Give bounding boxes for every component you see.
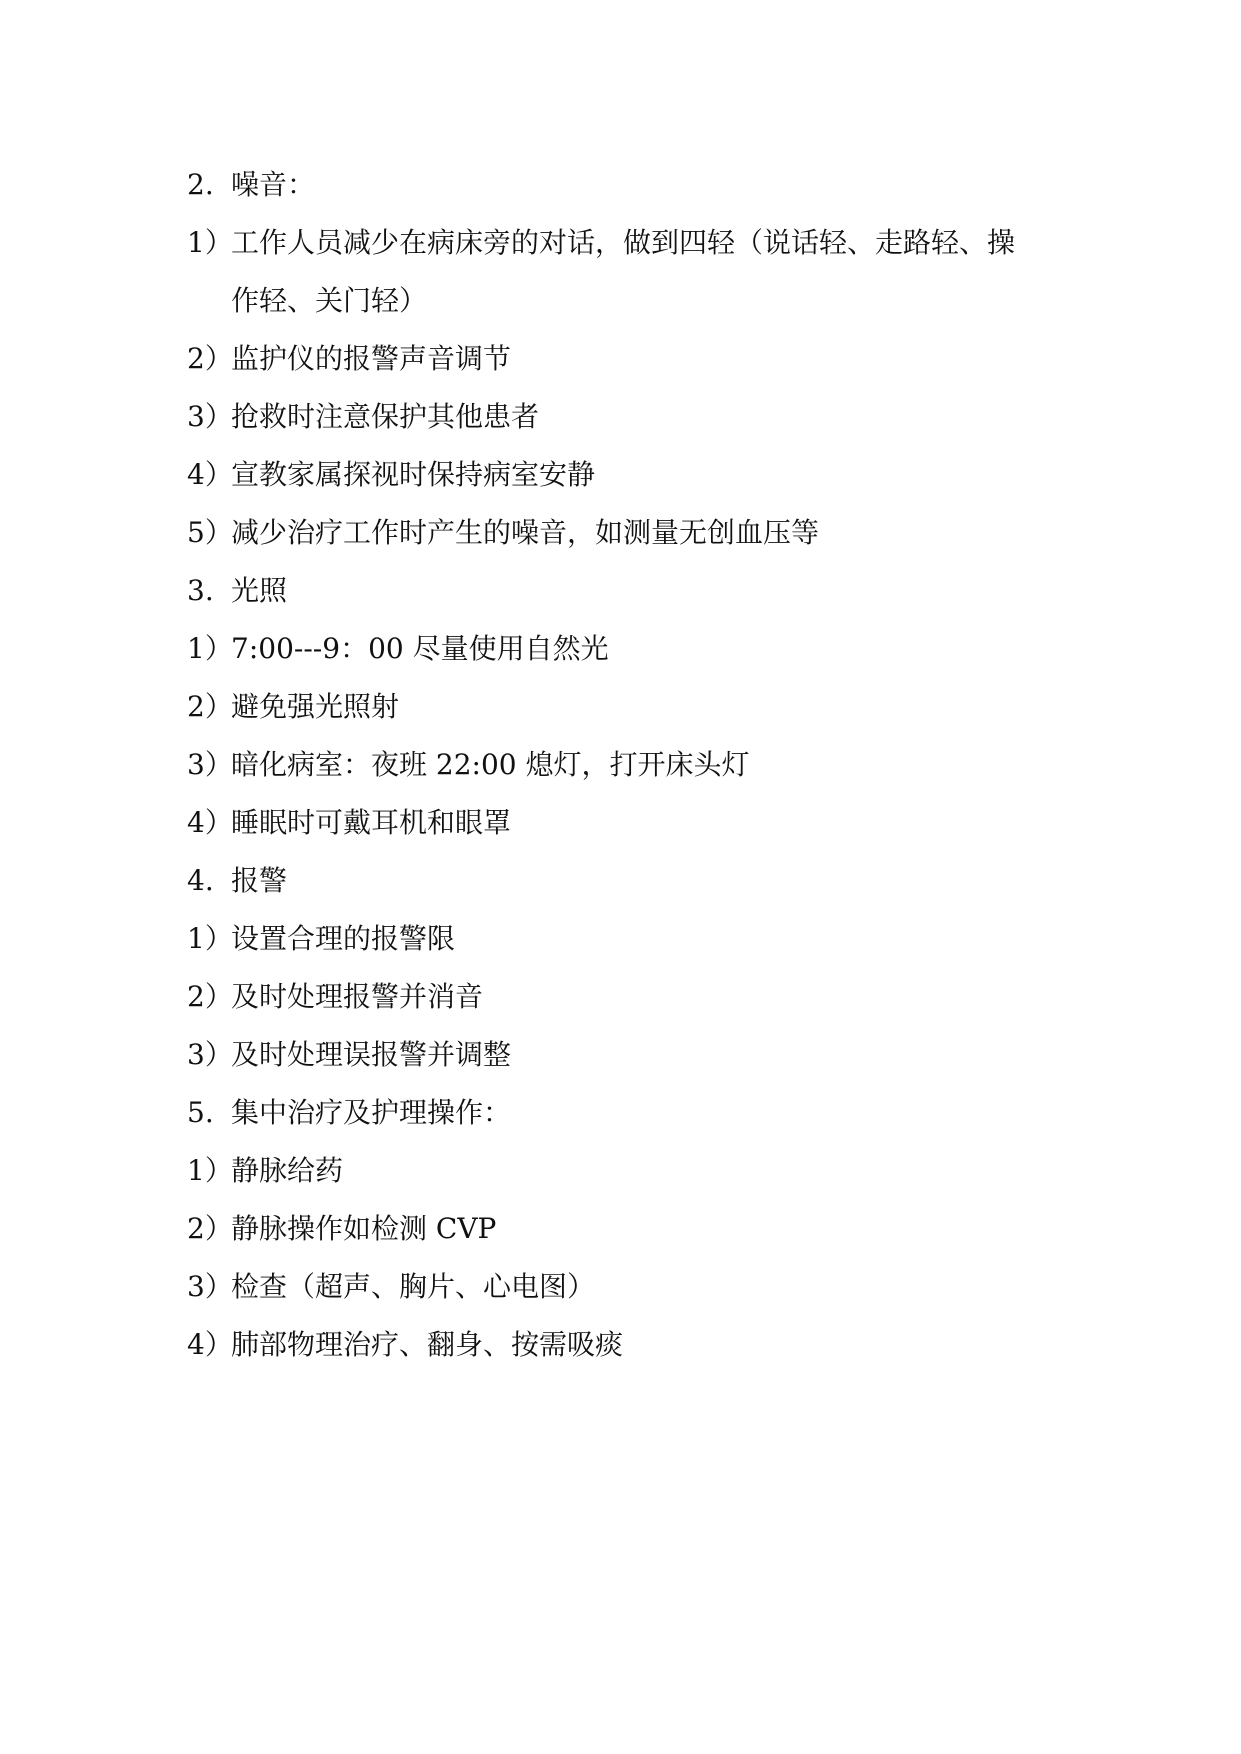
item-text: 集中治疗及护理操作： xyxy=(231,1096,512,1129)
item-number: 4） xyxy=(187,806,233,839)
item-number: 1） xyxy=(187,632,233,665)
item-text: 静脉操作如检测 CVP xyxy=(231,1212,497,1245)
item-number: 5. xyxy=(187,1096,214,1129)
item-text: 工作人员减少在病床旁的对话，做到四轻（说话轻、走路轻、操 xyxy=(231,226,1016,259)
item-text: 噪音： xyxy=(231,168,316,201)
item-text: 静脉给药 xyxy=(231,1154,344,1187)
item-number: 3） xyxy=(187,1038,233,1071)
item-number: 3. xyxy=(187,574,214,607)
item-text: 光照 xyxy=(231,574,288,607)
item-text: 及时处理报警并消音 xyxy=(231,980,484,1013)
item-text: 及时处理误报警并调整 xyxy=(231,1038,512,1071)
item-number: 5） xyxy=(187,516,233,549)
item-number: 4） xyxy=(187,458,233,491)
item-number: 1） xyxy=(187,922,233,955)
item-number: 3） xyxy=(187,748,233,781)
item-number: 4. xyxy=(187,864,214,897)
item-text: 7:00---9：00 尽量使用自然光 xyxy=(231,632,609,665)
item-text: 作轻、关门轻） xyxy=(231,284,428,317)
item-text: 减少治疗工作时产生的噪音，如测量无创血压等 xyxy=(231,516,820,549)
item-number: 3） xyxy=(187,1270,233,1303)
item-number: 3） xyxy=(187,400,233,433)
item-text: 睡眠时可戴耳机和眼罩 xyxy=(231,806,512,839)
item-text: 监护仪的报警声音调节 xyxy=(231,342,512,375)
item-number: 4） xyxy=(187,1328,233,1361)
item-text: 检查（超声、胸片、心电图） xyxy=(231,1270,596,1303)
item-number: 1） xyxy=(187,226,233,259)
item-number: 2） xyxy=(187,690,233,723)
item-number: 2） xyxy=(187,342,233,375)
item-text: 宣教家属探视时保持病室安静 xyxy=(231,458,596,491)
item-number: 2） xyxy=(187,1212,233,1245)
item-text: 抢救时注意保护其他患者 xyxy=(231,400,540,433)
item-text: 报警 xyxy=(231,864,288,897)
item-number: 2. xyxy=(187,168,214,201)
item-text: 暗化病室：夜班 22:00 熄灯，打开床头灯 xyxy=(231,748,750,781)
item-text: 避免强光照射 xyxy=(231,690,400,723)
item-text: 肺部物理治疗、翻身、按需吸痰 xyxy=(231,1328,624,1361)
item-number: 1） xyxy=(187,1154,233,1187)
item-text: 设置合理的报警限 xyxy=(231,922,456,955)
item-number: 2） xyxy=(187,980,233,1013)
